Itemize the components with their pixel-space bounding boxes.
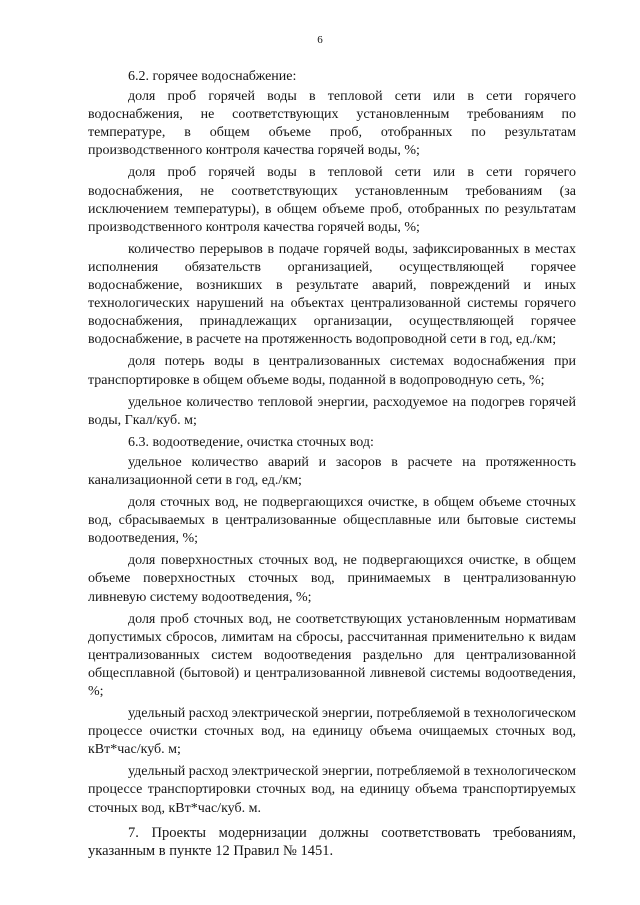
paragraph-hot-water-other-samples: доля проб горячей воды в тепловой сети или в сети горячего водоснабжения, не соответствующих установленным требованиям (за исключением температуры), в общем объеме проб, отобранных по результатам производственного контроля качества горячей воды, %; xyxy=(88,165,576,235)
paragraph-heat-energy: удельное количество тепловой энергии, расходуемое на подогрев горячей воды, Гкал/куб. м; xyxy=(88,394,576,428)
document-body xyxy=(88,68,576,864)
paragraph-untreated-wastewater: доля сточных вод, не подвергающихся очистке, в общем объеме сточных вод, сбрасываемых в централизованные общесплавные или бытовые системы водоотведения, %; xyxy=(88,495,576,547)
page-number: 6 xyxy=(317,34,323,46)
paragraph-hot-water-interruptions: количество перерывов в подаче горячей воды, зафиксированных в местах исполнения обязательств организацией, осуществляющей горячее водоснабжение, возникших в результате аварий, повреждений и иных технологических нарушений на объектах централизованной системы горячего водоснабжения, принадлежащих организации, осуществляющей горячее водоснабжение, в расчете на протяженность водопроводной сети в год, ед./км; xyxy=(88,241,576,348)
paragraph-sewer-accidents: удельное количество аварий и засоров в расчете на протяженность канализационной сети в год, ед./км; xyxy=(88,454,576,488)
paragraph-water-losses: доля потерь воды в централизованных системах водоснабжения при транспортировке в общем объеме воды, поданной в водопроводную сеть, %; xyxy=(88,354,576,388)
paragraph-hot-water-temperature-samples: доля проб горячей воды в тепловой сети или в сети горячего водоснабжения, не соответствующих установленным требованиям по температуре, в общем объеме проб, отобранных по результатам производственного контроля качества горячей воды, %; xyxy=(88,89,576,159)
paragraph-modernization-projects: 7. Проекты модернизации должны соответствовать требованиям, указанным в пункте 12 Правил № 1451. xyxy=(88,824,576,859)
section-heading-wastewater: 6.3. водоотведение, очистка сточных вод: xyxy=(128,434,374,450)
paragraph-transport-electricity: удельный расход электрической энергии, потребляемой в технологическом процессе транспортировки сточных вод, на единицу объема транспортируемых сточных вод, кВт*час/куб. м. xyxy=(88,764,576,816)
section-heading-hot-water: 6.2. горячее водоснабжение: xyxy=(128,69,297,84)
paragraph-treatment-electricity: удельный расход электрической энергии, потребляемой в технологическом процессе очистки сточных вод, на единицу объема очищаемых сточных вод, кВт*час/куб. м; xyxy=(88,706,576,758)
paragraph-untreated-surface-water: доля поверхностных сточных вод, не подвергающихся очистке, в общем объеме поверхностных сточных вод, принимаемых в централизованную ливневую систему водоотведения, %; xyxy=(88,553,576,605)
paragraph-wastewater-samples: доля проб сточных вод, не соответствующих установленным нормативам допустимых сбросов, лимитам на сбросы, рассчитанная применительно к видам централизованных систем водоотведения раздельно для централизованной общесплавной (бытовой) и централизованной ливневой системы водоотведения, %; xyxy=(88,611,576,699)
